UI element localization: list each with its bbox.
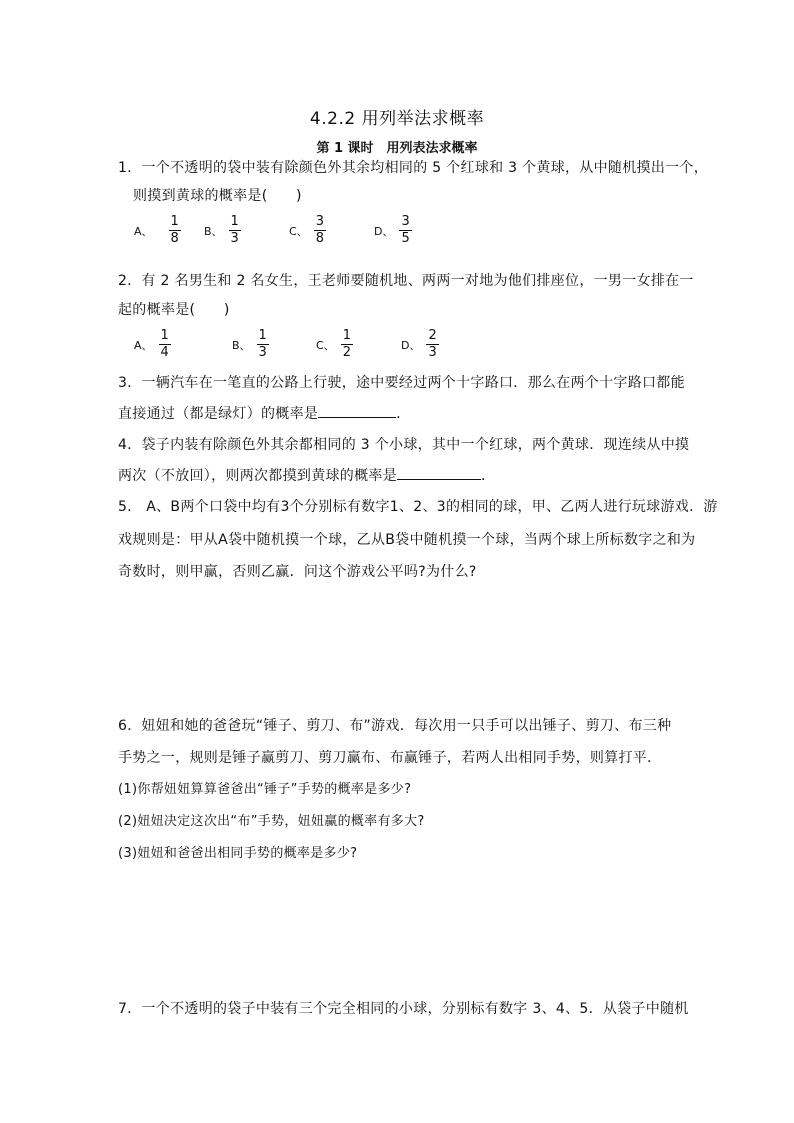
option-label: D、 [401, 338, 421, 352]
fraction [426, 329, 438, 360]
numerator: 1 [230, 214, 239, 229]
denominator: 8 [315, 231, 324, 246]
numerator: 1 [342, 328, 351, 343]
q1-option-b [204, 215, 241, 246]
q1-line1: 1．一个不透明的袋中装有除颜色外其余均相同的 5 个红球和 3 个黄球，从中随机摸出一个， [118, 160, 709, 176]
fraction [341, 329, 353, 360]
option-label: B、 [204, 224, 223, 238]
answer-blank[interactable] [397, 465, 481, 480]
denominator: 5 [401, 231, 410, 246]
denominator: 3 [258, 345, 267, 360]
numerator: 3 [401, 214, 410, 229]
q1-option-d [374, 215, 412, 246]
numerator: 1 [170, 214, 179, 229]
fraction [159, 329, 171, 360]
q2-line1: 2．有 2 名男生和 2 名女生，王老师要随机地、两两一对地为他们排座位，一男一女排在一 [118, 273, 694, 289]
denominator: 2 [342, 345, 351, 360]
q6-subquestion-2: (2)妞妞决定这次出“布”手势，妞妞赢的概率有多大? [118, 814, 425, 829]
numerator: 1 [258, 328, 267, 343]
denominator: 3 [230, 231, 239, 246]
page-title: 4.2.2 用列举法求概率 [309, 109, 485, 129]
q4-line1: 4．袋子内装有除颜色外其余都相同的 3 个小球，其中一个红球，两个黄球．现连续从中摸 [118, 437, 690, 453]
q2-option-d [401, 329, 439, 360]
page-subtitle: 第 1 课时 用列表法求概率 [316, 141, 478, 156]
fraction [169, 215, 181, 246]
q7-line1: 7．一个不透明的袋子中装有三个完全相同的小球，分别标有数字 3、4、5．从袋子中随机 [118, 1001, 689, 1017]
q6-line2: 手势之一，规则是锤子赢剪刀、剪刀赢布、布赢锤子，若两人出相同手势，则算打平． [118, 750, 662, 766]
q5-line2: 戏规则是：甲从A袋中随机摸一个球，乙从B袋中随机摸一个球，当两个球上所标数字之和为 [118, 532, 696, 548]
option-label: B、 [232, 338, 251, 352]
option-label: D、 [374, 224, 394, 238]
q3-line2-end: ． [396, 406, 411, 422]
denominator: 4 [160, 345, 169, 360]
q6-subquestion-3: (3)妞妞和爸爸出相同手势的概率是多少? [118, 846, 358, 861]
q3-line1: 3．一辆汽车在一笔直的公路上行驶，途中要经过两个十字路口．那么在两个十字路口都能 [118, 375, 685, 391]
q2-line2: 起的概率是( ) [118, 302, 230, 318]
option-label: A、 [134, 338, 153, 352]
q1-option-a [134, 215, 181, 246]
option-label: C、 [316, 338, 335, 352]
q3-line2-text: 直接通过（都是绿灯）的概率是 [118, 406, 319, 422]
denominator: 8 [170, 231, 179, 246]
q2-option-a [134, 329, 171, 360]
fraction [229, 215, 241, 246]
q1-option-c [289, 215, 326, 246]
denominator: 3 [428, 345, 437, 360]
q2-option-b [232, 329, 269, 360]
numerator: 1 [160, 328, 169, 343]
q4-line2-text: 两次（不放回），则两次都摸到黄球的概率是 [118, 468, 397, 484]
q4-line2-end: ． [481, 468, 496, 484]
option-label: C、 [289, 224, 308, 238]
q6-subquestion-1: (1)你帮妞妞算算爸爸出“锤子”手势的概率是多少? [118, 782, 412, 797]
q6-line1: 6．妞妞和她的爸爸玩“锤子、剪刀、布”游戏．每次用一只手可以出锤子、剪刀、布三种 [118, 718, 672, 734]
answer-blank[interactable] [318, 403, 396, 418]
fraction [257, 329, 269, 360]
numerator: 3 [315, 214, 324, 229]
q2-option-c [316, 329, 353, 360]
q5-line1: 5． A、B两个口袋中均有3个分别标有数字1、2、3的相同的球，甲、乙两人进行玩球游戏．游 [118, 499, 718, 515]
fraction [314, 215, 326, 246]
fraction [399, 215, 411, 246]
numerator: 2 [428, 328, 437, 343]
q4-line2 [118, 465, 495, 486]
q1-line2: 则摸到黄球的概率是( ) [133, 188, 302, 204]
option-label: A、 [134, 224, 153, 238]
q5-line3: 奇数时，则甲赢，否则乙赢．问这个游戏公平吗?为什么? [118, 564, 477, 580]
q3-line2 [118, 403, 411, 424]
